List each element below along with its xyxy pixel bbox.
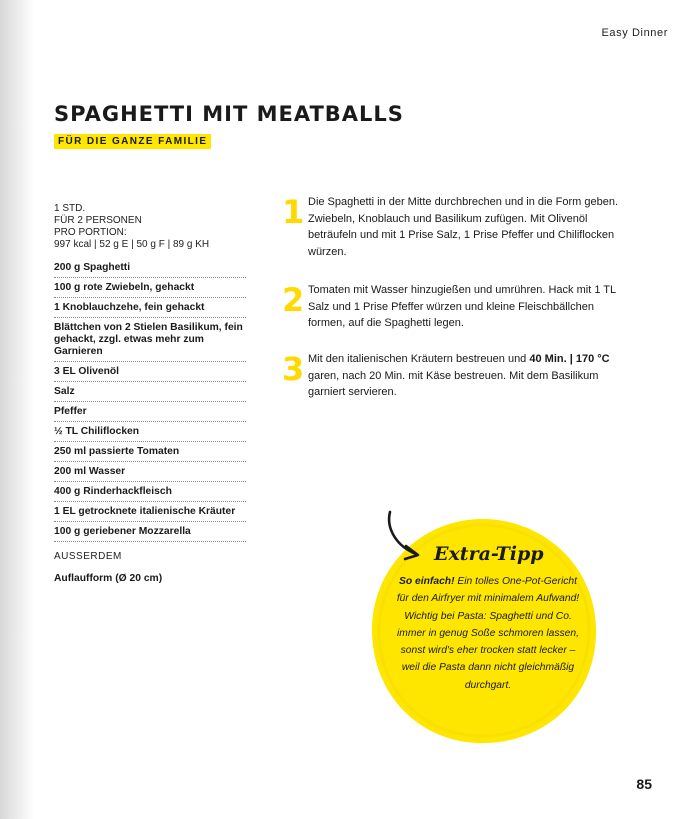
step-text: [308, 351, 622, 401]
ingredient-item: 1 Knoblauchzehe, fein gehackt: [54, 302, 246, 318]
tip-title: Extra-Tipp: [434, 543, 544, 565]
step-text: Die Spaghetti in der Mitte durchbrechen und in die Form geben. Zwiebeln, Knoblauch und Basilikum zufügen. Mit Olivenöl beträufeln und mit 1 Prise Salz, 1 Prise Pfeffer und Chiliflocken würzen.: [308, 196, 619, 258]
running-head: Easy Dinner: [601, 27, 668, 39]
step-number: 3: [282, 350, 305, 388]
servings: FÜR 2 PERSONEN: [54, 215, 142, 226]
extra-equipment-item: Auflaufform (Ø 20 cm): [54, 573, 163, 584]
curved-arrow-icon: [382, 508, 432, 562]
recipe-title: SPAGHETTI MIT MEATBALLS: [54, 102, 404, 126]
ingredient-item: 200 g Spaghetti: [54, 262, 246, 278]
step-number: 2: [282, 281, 305, 319]
ingredient-item: 3 EL Olivenöl: [54, 366, 246, 382]
step-text-start: Mit den italienischen Kräutern bestreuen und: [308, 353, 530, 365]
ingredient-item: Salz: [54, 386, 246, 402]
page-number: 85: [636, 776, 652, 792]
recipe-meta: [54, 203, 249, 251]
ingredient-item: 100 g geriebener Mozzarella: [54, 526, 246, 542]
step-number: 1: [282, 193, 305, 231]
page-gutter-shadow: [0, 0, 34, 819]
step-text-end: garen, nach 20 Min. mit Käse bestreuen. Mit dem Basilikum garniert servieren.: [308, 369, 599, 398]
step-2: [282, 282, 622, 332]
step-time-temperature: 40 Min. | 170 °C: [529, 353, 610, 365]
tip-lead: So einfach!: [399, 576, 455, 587]
prep-time: 1 STD.: [54, 203, 86, 214]
extra-equipment-label: AUSSERDEM: [54, 551, 122, 562]
ingredient-item: Pfeffer: [54, 406, 246, 422]
step-text: Tomaten mit Wasser hinzugießen und umrühren. Hack mit 1 TL Salz und 1 Prise Pfeffer würzen und kleine Fleischbällchen formen, auf die Spaghetti legen.: [308, 284, 616, 329]
ingredient-item: ½ TL Chiliflocken: [54, 426, 246, 442]
recipe-subtitle: FÜR DIE GANZE FAMILIE: [54, 134, 211, 149]
step-3: [282, 351, 622, 401]
tip-text: [396, 573, 580, 694]
step-1: [282, 194, 622, 260]
ingredient-list: [54, 262, 246, 546]
ingredient-item: 400 g Rinderhackfleisch: [54, 486, 246, 502]
tip-body: Ein tolles One-Pot-Gericht für den Airfryer mit minimalem Aufwand! Wichtig bei Pasta: Spaghetti und Co. immer in genug Soße schmoren lassen, sonst wird's eher trocken statt lecker – weil die Pasta dann nicht gleichmäßig durchgart.: [396, 576, 580, 691]
ingredient-item: 200 ml Wasser: [54, 466, 246, 482]
ingredient-item: 100 g rote Zwiebeln, gehackt: [54, 282, 246, 298]
ingredient-item: 250 ml passierte Tomaten: [54, 446, 246, 462]
nutrition-info: 997 kcal | 52 g E | 50 g F | 89 g KH: [54, 239, 210, 250]
ingredient-item: 1 EL getrocknete italienische Kräuter: [54, 506, 246, 522]
ingredient-item: Blättchen von 2 Stielen Basilikum, fein gehackt, zzgl. etwas mehr zum Garnieren: [54, 322, 246, 362]
portion-label: PRO PORTION:: [54, 227, 127, 238]
